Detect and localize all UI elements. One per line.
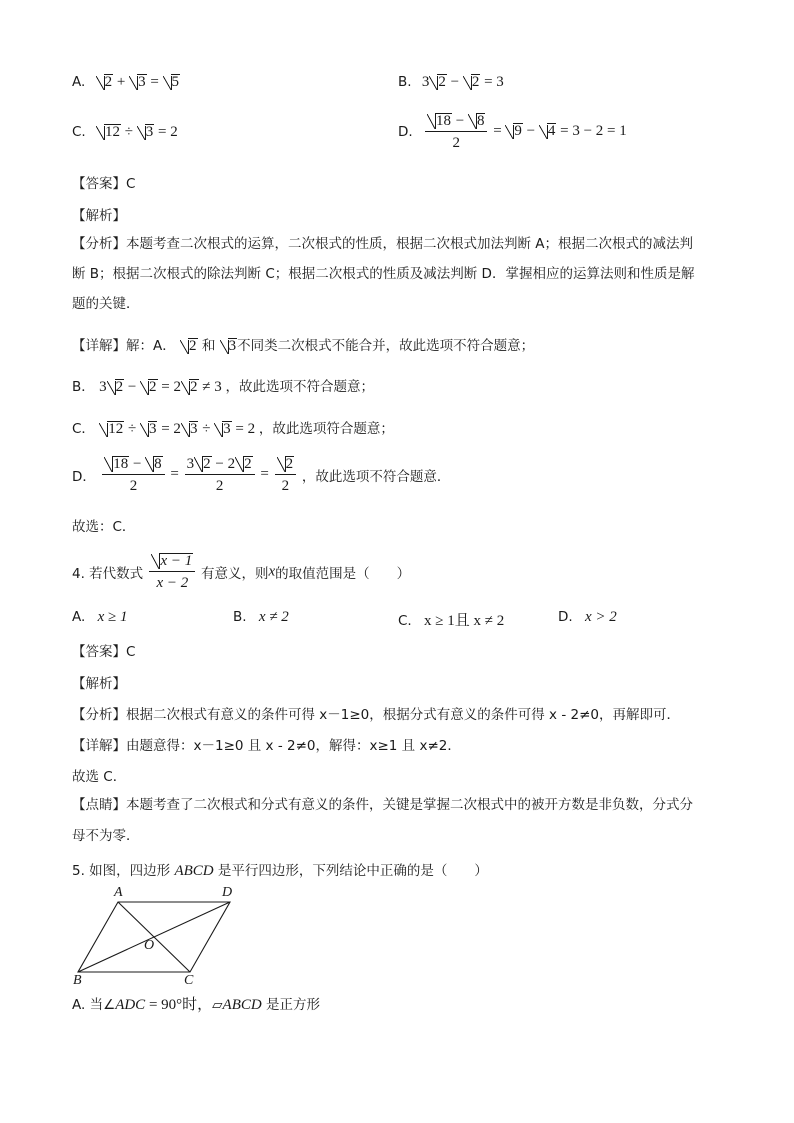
q3-detail-d-expression: $\frac{18 - 8}{2}$ = $\frac{3 2 - 2 2}{2}$ = $\frac{2}{2}$ [100, 466, 302, 482]
q4-jiexi-heading: 【解析】 [72, 676, 126, 692]
q4-answer: 【答案】C [72, 644, 136, 660]
q3-detail-a: 【详解】解：A． 2 和 3不同类二次根式不能合并，故此选项不符合题意； [72, 338, 535, 354]
vertex-label-d: D [222, 885, 233, 900]
q3-option-a-expression: 2 + 3 = 5 [96, 74, 180, 90]
q3-option-d: D. $\frac{18 - 8}{2}$ = 9 − 4 = 3 − 2 = 1 [398, 113, 627, 151]
q4-conclusion: 故选 C． [72, 769, 127, 785]
q4-option-a: A. x ≥ 1 [72, 609, 128, 625]
q4-detail: 【详解】由题意得：x－1≥0 且 x - 2≠0，解得：x≥1 且 x≠2． [72, 738, 461, 754]
q3-conclusion: 故选：C． [72, 519, 136, 535]
q3-detail-c-expression: 12 ÷ 3 = 2 3 ÷ 3 = 2 [99, 421, 259, 437]
vertex-label-c: C [184, 973, 194, 988]
center-label-o: O [144, 938, 155, 953]
q3-detail-b: B． 3 2 − 2 = 2 2 ≠ 3 ，故此选项不符合题意； [72, 379, 374, 395]
q3-analysis: 【分析】本题考查二次根式的运算，二次根式的性质，根据二次根式加法判断 A；根据二次根式的减法判 断 B；根据二次根式的除法判断 C；根据二次根式的性质及减法判断 D．掌握相应的运算法则和性质是解 题的关键． [72, 236, 695, 312]
q3-option-a: A. 2 + 3 = 5 [72, 74, 180, 90]
q3-option-b: B. 3 2 − 2 = 3 [398, 74, 504, 90]
parallelogram-figure [70, 880, 245, 990]
q3-option-b-expression: 3 2 − 2 = 3 [421, 74, 504, 90]
q3-detail-b-expression: 3 2 − 2 = 2 2 ≠ 3 [99, 379, 222, 395]
q4-stem: 4. 若代数式 $\frac{x - 1}{x - 2}$ 有意义，则x的取值范围是（ ） [72, 553, 411, 591]
vertex-label-a: A [114, 885, 123, 900]
q3-option-d-expression: $\frac{18 - 8}{2}$ = 9 − 4 = 3 − 2 = 1 [423, 123, 627, 139]
q4-option-b: B. x ≠ 2 [233, 609, 289, 625]
q5-option-a: A. 当∠ADC = 90°时，▱ABCD 是正方形 [72, 997, 321, 1013]
q4-option-d: D. x > 2 [558, 609, 617, 625]
q5-stem: 5. 如图，四边形 ABCD 是平行四边形，下列结论中正确的是（ ） [72, 863, 488, 879]
q4-analysis: 【分析】根据二次根式有意义的条件可得 x－1≥0，根据分式有意义的条件可得 x - 2≠0，再解即可． [72, 707, 680, 723]
q3-answer: 【答案】C [72, 176, 136, 192]
diagonal-bd [78, 902, 230, 972]
q4-option-c: C. x ≥ 1且 x ≠ 2 [398, 613, 505, 629]
q3-option-c: C. 12 ÷ 3 = 2 [72, 124, 178, 140]
q3-jiexi-heading: 【解析】 [72, 208, 126, 224]
q3-option-c-expression: 12 ÷ 3 = 2 [96, 124, 178, 140]
q4-remark: 【点睛】本题考查了二次根式和分式有意义的条件，关键是掌握二次根式中的被开方数是非负数，分式分 母不为零． [72, 797, 693, 844]
q3-detail-c: C． 12 ÷ 3 = 2 3 ÷ 3 = 2 ，故此选项符合题意； [72, 421, 394, 437]
q3-detail-d: D． $\frac{18 - 8}{2}$ = $\frac{3 2 - 2 2}{2}$ = $\frac{2}{2}$ ，故此选项不符合题意． [72, 456, 451, 494]
vertex-label-b: B [73, 973, 82, 988]
